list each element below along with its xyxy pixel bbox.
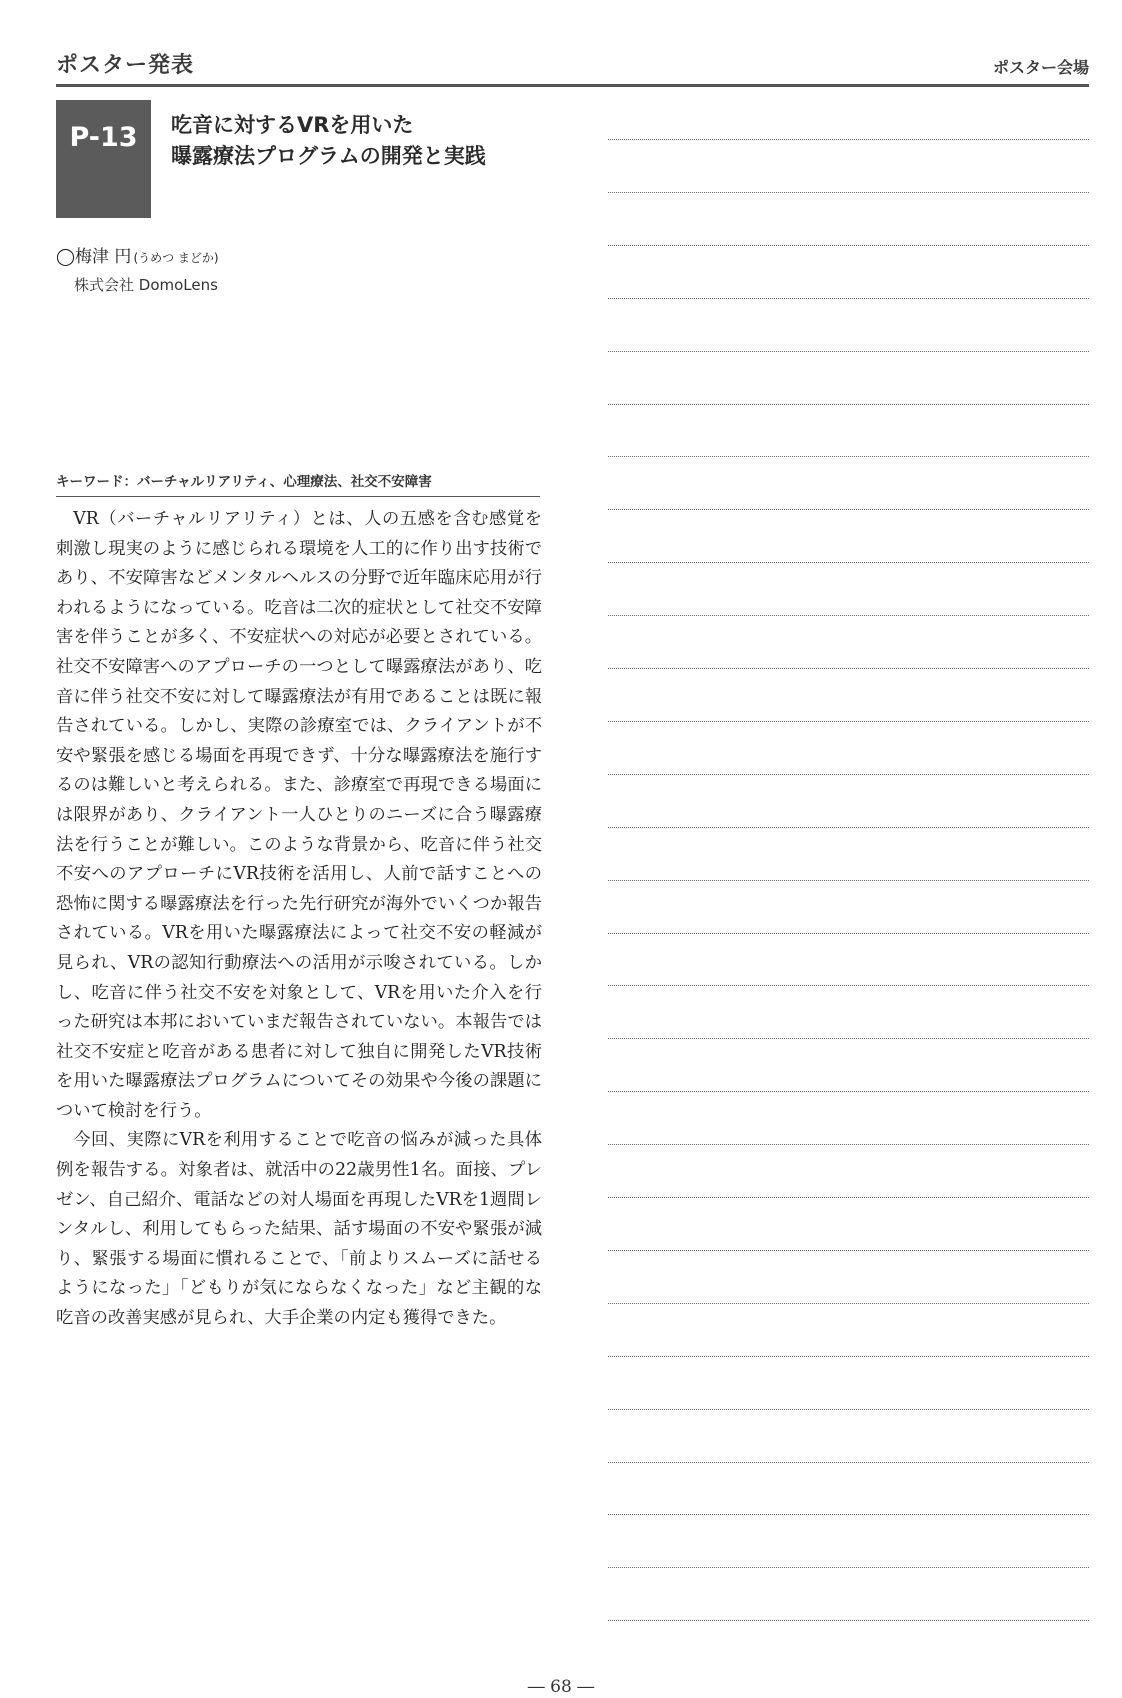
keywords: キーワード：バーチャルリアリティ、心理療法、社交不安障害 bbox=[56, 470, 540, 497]
memo-line bbox=[608, 456, 1089, 457]
abstract-title bbox=[171, 110, 571, 172]
memo-line bbox=[608, 721, 1089, 722]
memo-line bbox=[608, 351, 1089, 352]
memo-line bbox=[608, 1567, 1089, 1568]
memo-line bbox=[608, 139, 1089, 140]
abstract-body bbox=[56, 505, 542, 1334]
author-name: ◯梅津 円 bbox=[56, 247, 132, 267]
memo-lines bbox=[608, 0, 1089, 1698]
abstract-title-line2: 曝露療法プログラムの開発と実践 bbox=[171, 144, 486, 168]
body-paragraph-2: 今回、実際にVRを利用することで吃音の悩みが減った具体例を報告する。対象者は、就活中の22歳男性1名。面接、プレゼン、自己紹介、電話などの対人場面を再現したVRを1週間レンタルし、利用してもらった結果、話す場面の不安や緊張が減り、緊張する場面に慣れることで、「前よりスムーズに話せるようになった」「どもりが気にならなくなった」など主観的な吃音の改善実感が見られ、大手企業の内定も獲得できた。 bbox=[56, 1130, 542, 1329]
affiliation: 株式会社 DomoLens bbox=[74, 276, 218, 294]
memo-line bbox=[608, 1462, 1089, 1463]
memo-line bbox=[608, 827, 1089, 828]
memo-line bbox=[608, 774, 1089, 775]
memo-line bbox=[608, 404, 1089, 405]
memo-line bbox=[608, 1250, 1089, 1251]
section-title: ポスター発表 bbox=[56, 53, 195, 78]
memo-line bbox=[608, 1197, 1089, 1198]
memo-line bbox=[608, 880, 1089, 881]
memo-line bbox=[608, 933, 1089, 934]
abstract-code-badge bbox=[56, 100, 151, 218]
memo-line bbox=[608, 1620, 1089, 1621]
memo-line bbox=[608, 298, 1089, 299]
memo-line bbox=[608, 1303, 1089, 1304]
memo-line bbox=[608, 509, 1089, 510]
author-reading: (うめつ まどか) bbox=[133, 251, 219, 265]
abstract-title-line1: 吃音に対するVRを用いた bbox=[171, 113, 414, 137]
page-number: ― 68 ― bbox=[527, 1677, 595, 1697]
author bbox=[56, 242, 219, 267]
memo-line bbox=[608, 1038, 1089, 1039]
memo-line bbox=[608, 192, 1089, 193]
memo-line bbox=[608, 1144, 1089, 1145]
memo-line bbox=[608, 1091, 1089, 1092]
memo-line bbox=[608, 1409, 1089, 1410]
abstract-code: P-13 bbox=[69, 122, 138, 153]
memo-line bbox=[608, 668, 1089, 669]
memo-line bbox=[608, 985, 1089, 986]
memo-line bbox=[608, 1356, 1089, 1357]
memo-line bbox=[608, 615, 1089, 616]
body-paragraph-1: VR（バーチャルリアリティ）とは、人の五感を含む感覚を刺激し現実のように感じられる環境を人工的に作り出す技術であり、不安障害などメンタルヘルスの分野で近年臨床応用が行われるようになっている。吃音は二次的症状として社交不安障害を伴うことが多く、不安症状への対応が必要とされている。社交不安障害へのアプローチの一つとして曝露療法があり、吃音に伴う社交不安に対して曝露療法が有用であることは既に報告されている。しかし、実際の診療室では、クライアントが不安や緊張を感じる場面を再現できず、十分な曝露療法を施行するのは難しいと考えられる。また、診療室で再現できる場面には限界があり、クライアント一人ひとりのニーズに合う曝露療法を行うことが難しい。このような背景から、吃音に伴う社交不安へのアプローチにVR技術を活用し、人前で話すことへの恐怖に関する曝露療法を行った先行研究が海外でいくつか報告されている。VRを用いた曝露療法によって社交不安の軽減が見られ、VRの認知行動療法への活用が示唆されている。しかし、吃音に伴う社交不安を対象として、VRを用いた介入を行った研究は本邦においていまだ報告されていない。本報告では社交不安症と吃音がある患者に対して独自に開発したVR技術を用いた曝露療法プログラムについてその効果や今後の課題について検討を行う。 bbox=[56, 509, 542, 1121]
memo-line bbox=[608, 1514, 1089, 1515]
memo-line bbox=[608, 245, 1089, 246]
venue-label: ポスター会場 bbox=[992, 58, 1089, 77]
memo-line bbox=[608, 562, 1089, 563]
